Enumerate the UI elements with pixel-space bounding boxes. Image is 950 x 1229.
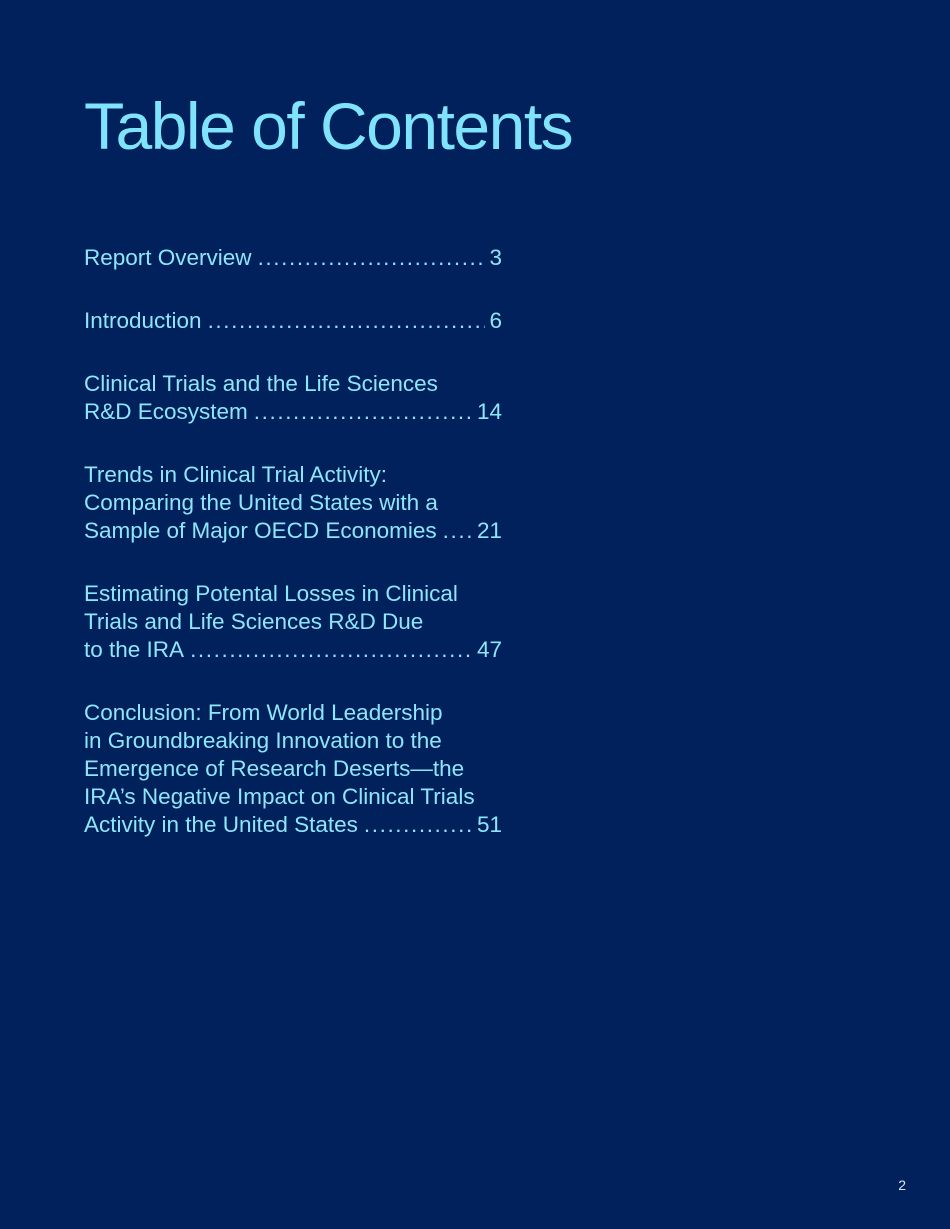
toc-entry-introduction[interactable] [84, 307, 502, 335]
toc-entry-title-line: Trends in Clinical Trial Activity: [84, 462, 388, 487]
page-number: 2 [898, 1177, 906, 1193]
toc-page-number: 51 [476, 812, 502, 837]
toc-page-number: 47 [476, 637, 502, 662]
toc-entry-title: to the IRA [84, 637, 185, 662]
dot-leader [190, 636, 473, 664]
toc-entry-trends-clinical-trial-activity[interactable] [84, 461, 502, 545]
toc-entry-title-line: Clinical Trials and the Life Sciences [84, 371, 438, 396]
toc-entry-last-row [84, 244, 502, 272]
toc-entry-clinical-trials-ecosystem[interactable] [84, 370, 502, 426]
toc-entry-last-row [84, 636, 502, 664]
toc-entry-last-row [84, 811, 502, 839]
toc-entry-title-line: Conclusion: From World Leadership [84, 700, 443, 725]
toc-page-number: 14 [476, 399, 502, 424]
toc-entry-title-line: IRA’s Negative Impact on Clinical Trials [84, 784, 475, 809]
toc-entry-title: Report Overview [84, 245, 252, 270]
toc-page-number: 21 [476, 518, 502, 543]
toc-entry-title-line: Trials and Life Sciences R&D Due [84, 609, 424, 634]
toc-entry-last-row [84, 398, 502, 426]
dot-leader [364, 811, 473, 839]
toc-entry-report-overview[interactable] [84, 244, 502, 272]
toc-entry-title-line: Emergence of Research Deserts—the [84, 756, 465, 781]
dot-leader [208, 307, 486, 335]
toc-entry-title: R&D Ecosystem [84, 399, 248, 424]
toc-entry-last-row [84, 517, 502, 545]
toc-entry-conclusion[interactable] [84, 699, 502, 839]
toc-page-number: 6 [489, 308, 502, 333]
toc-entry-estimating-potential-losses[interactable] [84, 580, 502, 664]
toc-entry-title-line: in Groundbreaking Innovation to the [84, 728, 442, 753]
toc-entry-title: Introduction [84, 308, 202, 333]
toc-page-number: 3 [489, 245, 502, 270]
toc-entry-title: Sample of Major OECD Economies [84, 518, 437, 543]
dot-leader [258, 244, 486, 272]
toc-entry-title: Activity in the United States [84, 812, 358, 837]
dot-leader [254, 398, 473, 426]
table-of-contents [84, 244, 502, 874]
toc-entry-title-line: Estimating Potental Losses in Clinical [84, 581, 458, 606]
toc-entry-last-row [84, 307, 502, 335]
dot-leader [443, 517, 473, 545]
toc-entry-title-line: Comparing the United States with a [84, 490, 438, 515]
page-title: Table of Contents [84, 89, 573, 163]
